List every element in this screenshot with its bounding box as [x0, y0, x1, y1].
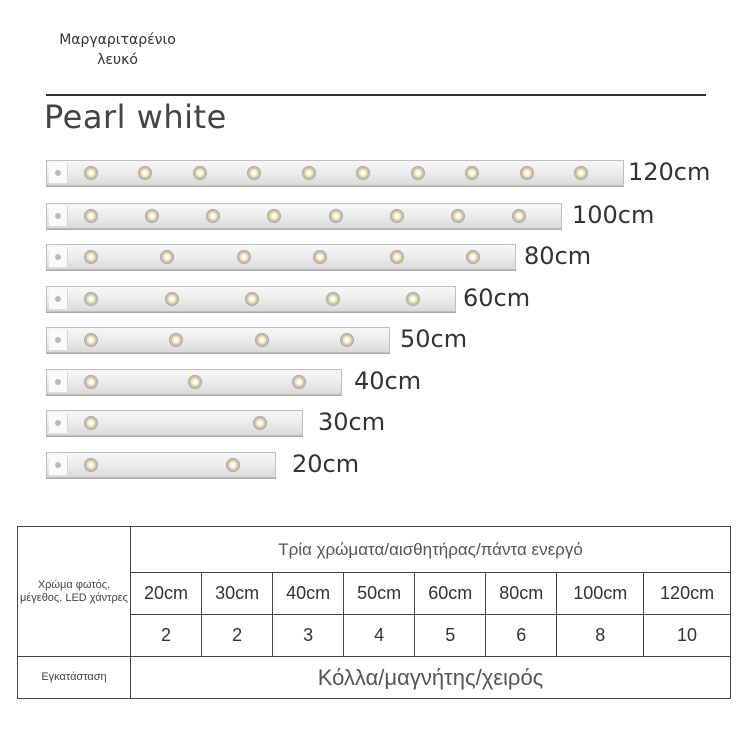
bar-length-label: 120cm: [628, 158, 711, 186]
bar-length-label: 60cm: [463, 284, 531, 312]
led-bead: [84, 416, 98, 430]
led-bead: [245, 292, 259, 306]
size-cell: 60cm: [415, 573, 486, 615]
light-bar: [46, 452, 276, 478]
led-bead: [411, 166, 425, 180]
light-bar: [46, 286, 456, 312]
led-bead: [326, 292, 340, 306]
light-bar: [46, 244, 516, 270]
bar-end-cap: [49, 289, 68, 309]
bar-length-label: 50cm: [400, 325, 468, 353]
install-side-label: Εγκατάσταση: [18, 657, 131, 699]
led-bead: [84, 292, 98, 306]
led-bead: [165, 292, 179, 306]
color-name-line-1: Μαργαριταρένιο: [59, 32, 176, 48]
size-cell: 50cm: [344, 573, 415, 615]
installation-methods: Κόλλα/μαγνήτης/χειρός: [131, 657, 731, 699]
bar-end-cap: [49, 372, 68, 392]
led-bead: [188, 375, 202, 389]
led-bead: [84, 333, 98, 347]
light-bar: [46, 369, 342, 395]
led-bead: [193, 166, 207, 180]
size-cell: 80cm: [486, 573, 557, 615]
bar-length-label: 100cm: [572, 201, 655, 229]
led-bead: [84, 250, 98, 264]
led-bead: [84, 458, 98, 472]
bar-end-cap: [49, 247, 68, 267]
bar-length-label: 40cm: [354, 367, 422, 395]
led-bead: [451, 209, 465, 223]
led-bead: [390, 209, 404, 223]
led-count-cell: 3: [273, 615, 344, 657]
led-bead: [313, 250, 327, 264]
bar-end-cap: [49, 330, 68, 350]
size-cell: 120cm: [644, 573, 731, 615]
led-bead: [145, 209, 159, 223]
size-cell: 30cm: [202, 573, 273, 615]
light-bar: [46, 327, 390, 353]
led-bead: [356, 166, 370, 180]
led-count-cell: 8: [557, 615, 644, 657]
led-bead: [292, 375, 306, 389]
led-count-cell: 4: [344, 615, 415, 657]
color-name-label: [40, 30, 195, 70]
led-bead: [340, 333, 354, 347]
led-bead: [169, 333, 183, 347]
led-bead: [465, 166, 479, 180]
size-cell: 100cm: [557, 573, 644, 615]
led-bead: [267, 209, 281, 223]
led-bead: [237, 250, 251, 264]
led-bead: [247, 166, 261, 180]
page-title: Pearl white: [44, 98, 227, 136]
led-count-cell: 2: [131, 615, 202, 657]
bar-length-label: 30cm: [318, 408, 386, 436]
led-bead: [84, 209, 98, 223]
feature-header: Τρία χρώματα/αισθητήρας/πάντα ενεργό: [131, 527, 731, 573]
led-bead: [255, 333, 269, 347]
led-count-cell: 5: [415, 615, 486, 657]
led-count-cell: 6: [486, 615, 557, 657]
led-bead: [329, 209, 343, 223]
led-bead: [84, 166, 98, 180]
size-cell: 40cm: [273, 573, 344, 615]
led-bead: [390, 250, 404, 264]
led-bead: [466, 250, 480, 264]
led-bead: [253, 416, 267, 430]
light-bar: [46, 410, 303, 436]
spec-table: [17, 526, 731, 699]
led-bead: [226, 458, 240, 472]
size-cell: 20cm: [131, 573, 202, 615]
color-name-line-2: λευκό: [97, 52, 138, 68]
led-bead: [138, 166, 152, 180]
led-bead: [302, 166, 316, 180]
led-bead: [512, 209, 526, 223]
bar-end-cap: [49, 163, 68, 183]
bar-end-cap: [49, 413, 68, 433]
spec-side-label: Χρώμα φωτός, μέγεθος, LED χάντρες: [18, 527, 131, 657]
bar-end-cap: [49, 206, 68, 226]
led-count-cell: 10: [644, 615, 731, 657]
led-bead: [574, 166, 588, 180]
led-bead: [520, 166, 534, 180]
bar-length-label: 80cm: [524, 242, 592, 270]
bar-length-label: 20cm: [292, 450, 360, 478]
led-count-cell: 2: [202, 615, 273, 657]
led-bead: [406, 292, 420, 306]
light-bar: [46, 203, 562, 229]
led-bead: [206, 209, 220, 223]
light-bar: [46, 160, 624, 186]
led-bead: [84, 375, 98, 389]
led-bead: [160, 250, 174, 264]
divider-line: [46, 94, 706, 96]
bar-end-cap: [49, 455, 68, 475]
